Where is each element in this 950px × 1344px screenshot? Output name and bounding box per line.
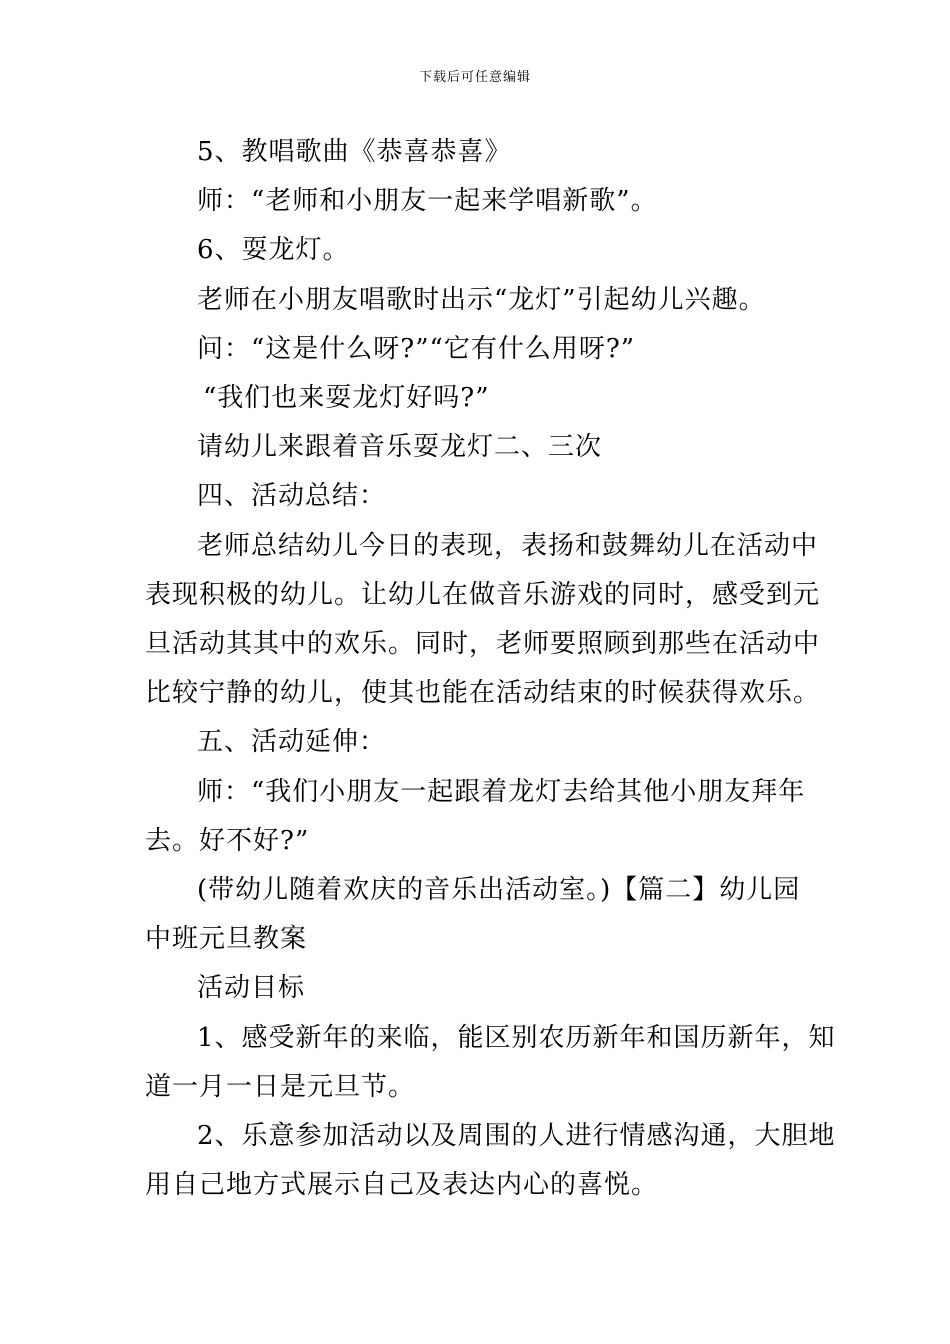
page-header-note: 下载后可任意编辑	[418, 70, 531, 85]
paragraph-line: 老师在小朋友唱歌时出示“龙灯”引起幼儿兴趣。	[197, 284, 766, 315]
goal-one-line: 1、感受新年的来临，能区别农历新年和国历新年，知	[197, 1022, 836, 1053]
summary-paragraph-line: 表现积极的幼儿。让幼儿在做音乐游戏的同时，感受到元	[145, 579, 821, 610]
goal-two-line: 2、乐意参加活动以及周围的人进行情感沟通，大胆地	[197, 1121, 836, 1152]
section-two-title-line: 中班元旦教案	[145, 924, 308, 955]
activity-goals-heading: 活动目标	[197, 973, 306, 1004]
goal-one-line: 道一月一日是元旦节。	[145, 1071, 416, 1102]
document-body	[145, 128, 836, 1210]
summary-paragraph-line: 比较宁静的幼儿，使其也能在活动结束的时候获得欢乐。	[145, 678, 821, 709]
goal-two-line: 用自己地方式展示自己及表达内心的喜悦。	[145, 1170, 659, 1201]
extension-heading: 五、活动延伸：	[197, 727, 387, 758]
quote-line: “我们也来耍龙灯好吗?”	[203, 383, 490, 414]
extension-paragraph-line: (带幼儿随着欢庆的音乐出活动室。)【篇二】幼儿园	[197, 875, 801, 906]
extension-paragraph-line: 师：“我们小朋友一起跟着龙灯去给其他小朋友拜年	[197, 776, 806, 807]
song-teaching-heading: 5、教唱歌曲《恭喜恭喜》	[197, 137, 512, 167]
summary-heading: 四、活动总结：	[197, 481, 387, 512]
question-line: 问：“这是什么呀?”“它有什么用呀?”	[197, 333, 636, 364]
summary-paragraph-line: 老师总结幼儿今日的表现，表扬和鼓舞幼儿在活动中	[197, 530, 819, 561]
extension-paragraph-line: 去。好不好?”	[145, 825, 310, 856]
summary-paragraph-line: 旦活动其其中的欢乐。同时，老师要照顾到那些在活动中	[145, 629, 821, 660]
dragon-lantern-heading: 6、耍龙灯。	[197, 235, 350, 266]
teacher-quote-line: 师：“老师和小朋友一起来学唱新歌”。	[197, 186, 658, 217]
paragraph-line: 请幼儿来跟着音乐耍龙灯二、三次	[197, 432, 603, 463]
